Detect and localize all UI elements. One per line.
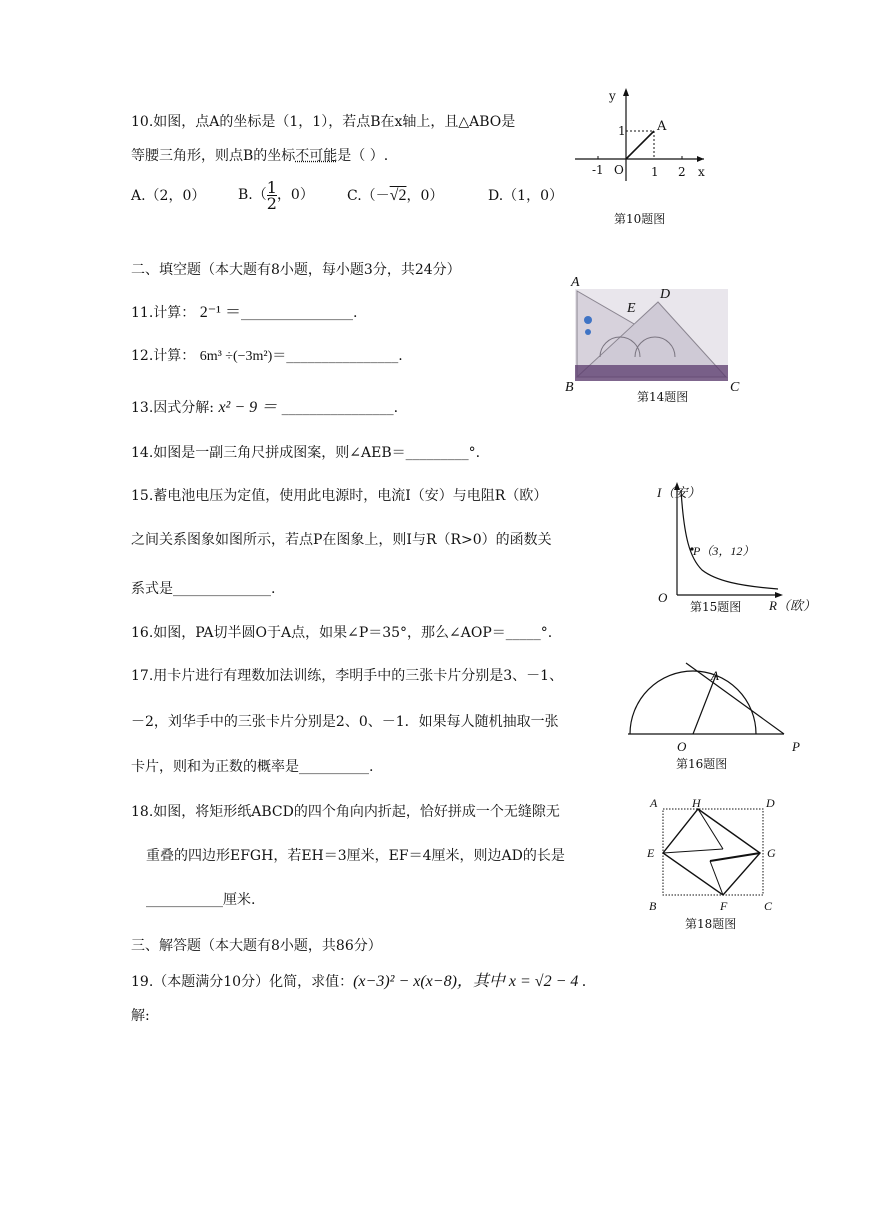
q18-line1: 18.如图，将矩形纸ABCD的四个角向内折起，恰好拼成一个无缝隙无: [131, 804, 560, 820]
q16-caption: 第16题图: [676, 757, 728, 771]
q18-label-e: E: [647, 846, 655, 860]
q10-label-2: 2: [678, 165, 686, 179]
q18-line3: ___________厘米.: [146, 892, 256, 908]
q10-label-a: A: [657, 119, 667, 134]
tangent-pa: [686, 663, 784, 734]
q14-label-d: D: [660, 287, 671, 302]
fraction-half: $\frac{1}{2}$: [266, 177, 277, 213]
q18-label-a: A: [650, 796, 658, 810]
q15-line1: 15.蓄电池电压为定值，使用此电源时，电流I（安）与电阻R（欧）: [131, 488, 548, 504]
q10-label-o: O: [614, 163, 624, 177]
q14-label-e: E: [627, 301, 636, 316]
semicircle: [630, 671, 756, 734]
q14-caption: 第14题图: [637, 390, 689, 404]
q14-label-c: C: [730, 380, 740, 395]
ruler-hole: [584, 316, 592, 324]
q14: 14.如图是一副三角尺拼成图案，则∠AEB＝_________°.: [131, 445, 481, 461]
q15-label-i: I（安）: [657, 485, 701, 500]
q17-line3: 卡片，则和为正数的概率是__________.: [131, 759, 374, 775]
hyperbola-curve: [681, 490, 778, 589]
q15-label-r: R（欧）: [769, 598, 816, 613]
q15-label-p: P（3，12）: [693, 544, 755, 558]
q12: 12.计算： 6m³ ÷(−3m²)＝________________.: [131, 348, 403, 364]
q16-figure: [620, 660, 800, 745]
q18-label-d: D: [766, 796, 775, 810]
q10-option-d: D.（1，0）: [488, 188, 563, 204]
q14-label-b: B: [565, 380, 574, 395]
q13: 13.因式分解: x² − 9 ＝ ________________.: [131, 399, 399, 416]
q17-line1: 17.用卡片进行有理数加法训练，李明手中的三张卡片分别是3、－1、: [131, 668, 564, 684]
q19-answer-label: 解:: [131, 1008, 150, 1024]
q18-label-c: C: [764, 899, 773, 913]
q16: 16.如图，PA切半圆O于A点，如果∠P＝35°，那么∠AOP＝_____°.: [131, 625, 553, 641]
q10-line1: 10.如图，点A的坐标是（1，1），若点B在x轴上，且△ABO是: [131, 114, 516, 130]
q10-emphasis: 不可能: [295, 148, 338, 164]
q16-label-a: A: [711, 668, 719, 683]
q15-label-o: O: [658, 590, 668, 605]
section-3-heading: 三、解答题（本大题有8小题，共86分）: [131, 938, 382, 954]
section-2-heading: 二、填空题（本大题有8小题，每小题3分，共24分）: [131, 262, 461, 278]
q18-line2: 重叠的四边形EFGH，若EH＝3厘米，EF＝4厘米，则边AD的长是: [146, 848, 565, 864]
q14-figure: [560, 272, 750, 402]
ruler-hole-2: [585, 329, 591, 335]
q15-line2: 之间关系图象如图所示，若点P在图象上，则I与R（R>0）的函数关: [131, 532, 552, 548]
q18-label-g: G: [767, 846, 776, 860]
q10-option-a: A.（2，0）: [131, 188, 206, 204]
q10-option-b: B.（ $\frac{1}{2}$ ，0）: [238, 177, 314, 213]
q18-label-f: F: [720, 899, 728, 913]
q11: 11.计算： 2⁻¹ ＝________________.: [131, 304, 358, 321]
q18-label-h: H: [692, 796, 701, 810]
q10-label-y: y: [609, 89, 616, 103]
q14-label-a: A: [571, 275, 580, 290]
q15-caption: 第15题图: [690, 600, 742, 614]
q10-label-1y: 1: [618, 124, 626, 138]
q10-option-c: C.（－√2，0）: [347, 187, 444, 204]
y-axis-arrow: [623, 88, 629, 96]
q10-label-1x: 1: [651, 165, 659, 179]
q19: 19.（本题满分10分）化简，求值：(x−3)² − x(x−8)，其中 x = √2 − 4 .: [131, 973, 587, 990]
q17-line2: －2，刘华手中的三张卡片分别是2、0、－1．如果每人随机抽取一张: [131, 714, 559, 730]
q10-label-neg1: -1: [592, 163, 604, 177]
x-axis-arrow: [697, 156, 704, 162]
q18-label-b: B: [649, 899, 657, 913]
ruler-edge-dark: [575, 365, 728, 381]
q18-caption: 第18题图: [685, 917, 737, 931]
segment-oa: [626, 131, 654, 159]
q10-label-x: x: [698, 165, 705, 179]
q18-figure: [655, 800, 770, 905]
q15-line3: 系式是______________.: [131, 581, 276, 597]
q16-label-o: O: [677, 739, 687, 754]
q16-label-p: P: [792, 739, 800, 754]
q10-line2: 等腰三角形，则点B的坐标不可能是（ ）.: [131, 148, 389, 164]
q10-caption: 第10题图: [614, 212, 666, 226]
